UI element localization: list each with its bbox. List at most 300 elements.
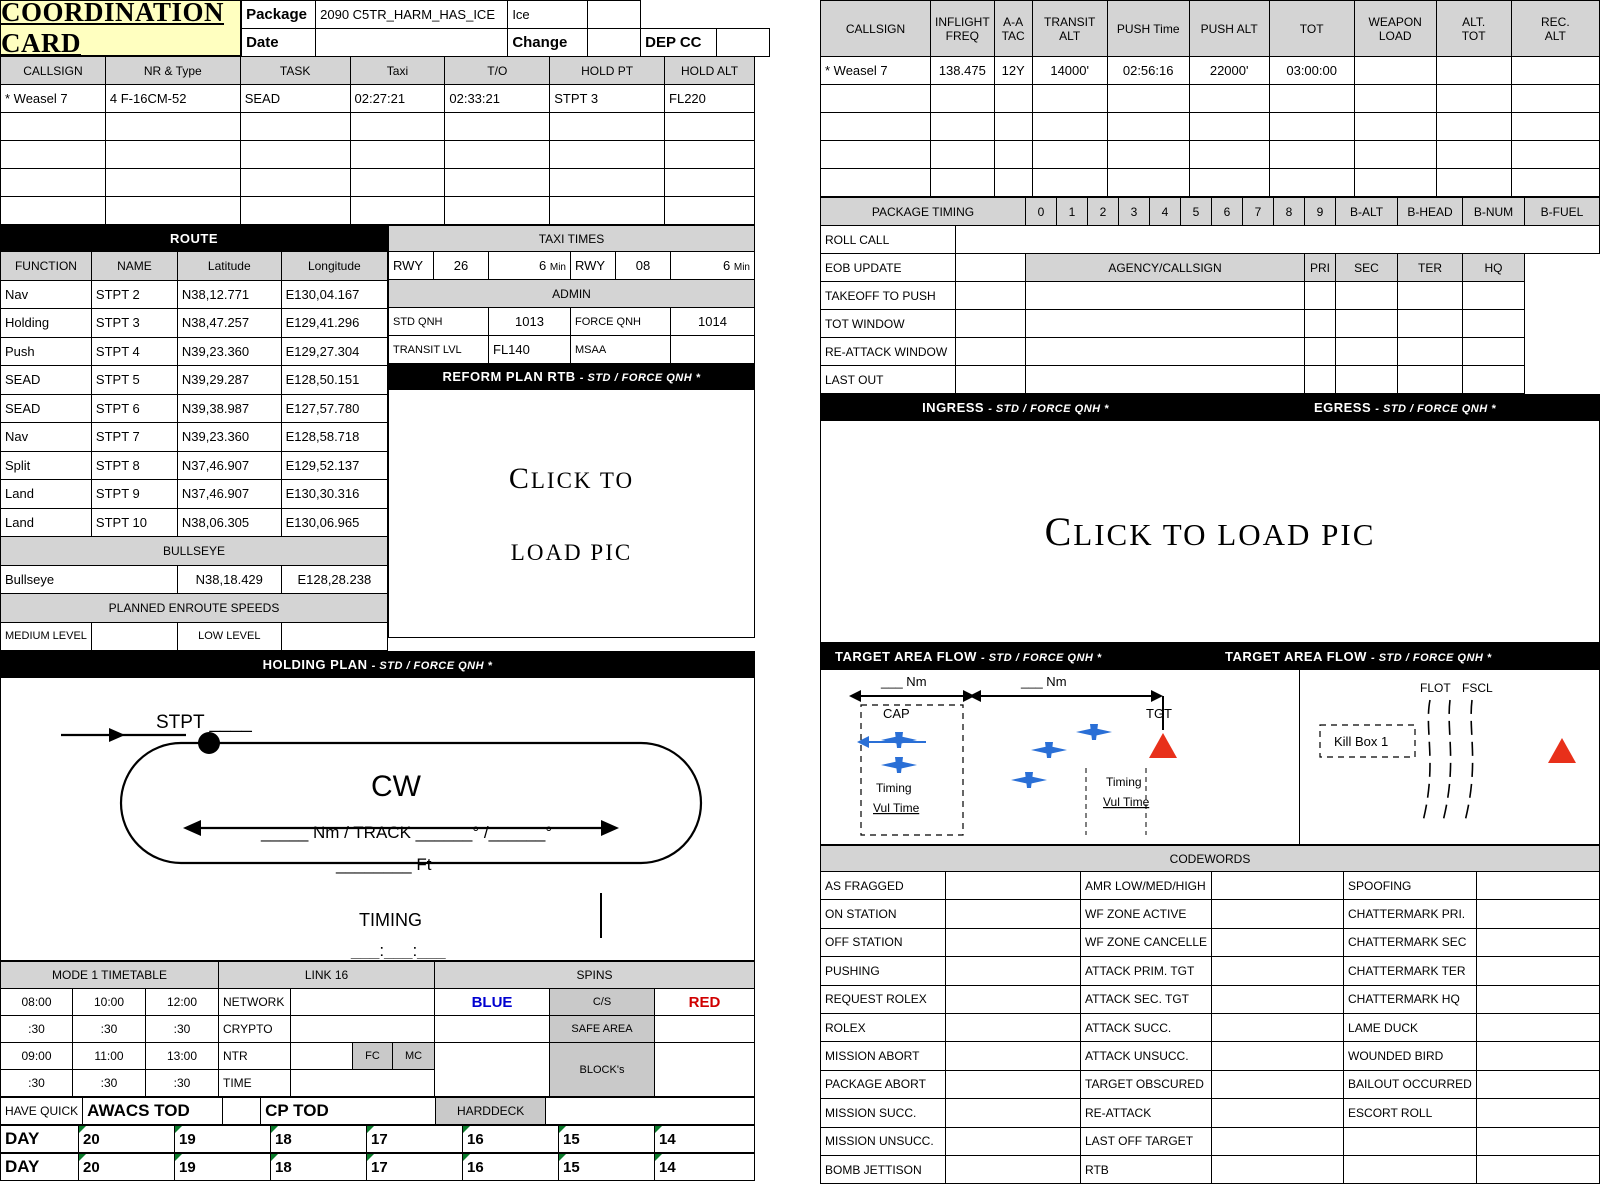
cell-taxi[interactable]: 02:27:21 [350, 85, 445, 113]
codeword-label: ATTACK SEC. TGT [1081, 985, 1212, 1013]
route-name[interactable]: STPT 5 [91, 366, 177, 395]
cell-empty[interactable] [994, 113, 1032, 141]
cell-empty[interactable] [1189, 169, 1269, 197]
cell-weapon-load[interactable] [1354, 57, 1436, 85]
bullseye-lat[interactable]: N38,18.429 [177, 565, 281, 594]
route-lat[interactable]: N38,12.771 [177, 280, 281, 309]
left-panel [0, 0, 770, 1200]
msaa-value[interactable] [671, 336, 755, 364]
cell-empty[interactable] [550, 197, 665, 225]
codeword-row[interactable] [821, 957, 1600, 985]
route-lon[interactable]: E129,41.296 [281, 309, 387, 338]
day-cell[interactable]: 15 [559, 1126, 655, 1153]
codeword-row[interactable] [821, 900, 1600, 928]
table-row[interactable] [1, 141, 755, 169]
cell-task[interactable]: SEAD [240, 85, 350, 113]
direction-label: CW [371, 770, 421, 803]
spins-blocks[interactable]: BLOCK's [550, 1043, 655, 1097]
codeword-value[interactable] [1476, 985, 1599, 1013]
day-label-1: DAY [1, 1126, 79, 1153]
cell-empty[interactable] [931, 85, 995, 113]
table-row[interactable] [821, 169, 1600, 197]
link16-crypto-value[interactable] [291, 1016, 435, 1043]
rwy1-value[interactable]: 26 [434, 252, 489, 280]
codeword-value[interactable] [1212, 1155, 1344, 1183]
cell-empty[interactable] [240, 113, 350, 141]
mode1-cell[interactable]: :30 [146, 1016, 219, 1043]
cell-empty[interactable] [1511, 141, 1599, 169]
cell-empty[interactable] [931, 141, 995, 169]
agency-hq-1[interactable] [1463, 282, 1525, 310]
svg-text:FSCL: FSCL [1462, 681, 1493, 695]
route-lon[interactable]: E130,06.965 [281, 508, 387, 537]
codeword-row[interactable] [821, 1127, 1600, 1155]
codeword-value[interactable] [1212, 1013, 1344, 1041]
pt-num-4: 4 [1150, 198, 1181, 226]
spins-blue-value[interactable] [435, 1016, 550, 1043]
cell-empty[interactable] [105, 141, 240, 169]
cell-empty[interactable] [1032, 113, 1107, 141]
cell-empty[interactable] [1354, 141, 1436, 169]
day-cell[interactable]: 18 [271, 1154, 367, 1181]
codeword-value[interactable] [946, 985, 1081, 1013]
codeword-value[interactable] [1476, 900, 1599, 928]
cell-empty[interactable] [550, 169, 665, 197]
cell-empty[interactable] [665, 113, 755, 141]
cell-empty[interactable] [1269, 141, 1354, 169]
bullseye-row[interactable] [1, 565, 388, 594]
cell-empty[interactable] [1511, 169, 1599, 197]
route-row[interactable] [1, 451, 388, 480]
agency-ter-3[interactable] [1398, 338, 1463, 366]
agency-ter-1[interactable] [1398, 282, 1463, 310]
pt-row-takeoff-push: TAKEOFF TO PUSH [821, 282, 956, 310]
speeds-row[interactable] [1, 622, 388, 651]
day-table-2 [0, 1153, 755, 1181]
codeword-row[interactable] [821, 1013, 1600, 1041]
codeword-value[interactable] [1476, 1013, 1599, 1041]
cell-empty[interactable] [1, 169, 106, 197]
cell-push-alt[interactable]: 22000' [1189, 57, 1269, 85]
package-value[interactable]: 2090 C5TR_HARM_HAS_ICE [316, 1, 508, 29]
cell-empty[interactable] [1436, 113, 1511, 141]
route-function[interactable]: SEAD [1, 394, 92, 423]
link16-mc[interactable]: MC [393, 1043, 435, 1070]
flight-detail-table [820, 0, 1600, 197]
codeword-value[interactable] [1476, 928, 1599, 956]
day-cell[interactable]: 18 [271, 1126, 367, 1153]
bullseye-label[interactable]: Bullseye [1, 565, 178, 594]
day-cell[interactable]: 20 [79, 1126, 175, 1153]
cell-empty[interactable] [994, 141, 1032, 169]
cell-transit-alt[interactable]: 14000' [1032, 57, 1107, 85]
route-row[interactable] [1, 337, 388, 366]
codeword-value[interactable] [1212, 985, 1344, 1013]
table-row[interactable] [1, 169, 755, 197]
cell-empty[interactable] [1436, 169, 1511, 197]
route-function[interactable]: Push [1, 337, 92, 366]
cell-empty[interactable] [1354, 85, 1436, 113]
table-row[interactable] [821, 85, 1600, 113]
cell-empty[interactable] [821, 169, 931, 197]
codeword-row[interactable] [821, 872, 1600, 900]
codeword-label: RE-ATTACK [1081, 1099, 1212, 1127]
route-function[interactable]: Nav [1, 280, 92, 309]
bullseye-lon[interactable]: E128,28.238 [281, 565, 387, 594]
mode1-cell[interactable]: 08:00 [1, 989, 73, 1016]
route-lat[interactable]: N37,46.907 [177, 451, 281, 480]
day-cell[interactable]: 16 [463, 1126, 559, 1153]
date-value[interactable] [316, 29, 508, 57]
agency-ter-4[interactable] [1398, 366, 1463, 394]
mode1-cell[interactable]: :30 [146, 1070, 219, 1097]
agency-pri-4[interactable] [1305, 366, 1336, 394]
agency-ter-2[interactable] [1398, 310, 1463, 338]
codeword-label: SPOOFING [1344, 872, 1477, 900]
cell-empty[interactable] [1032, 141, 1107, 169]
codeword-value[interactable] [1212, 928, 1344, 956]
cell-empty[interactable] [1354, 169, 1436, 197]
cell-empty[interactable] [445, 197, 550, 225]
cell-empty[interactable] [931, 113, 995, 141]
rwy1-min[interactable]: 6 Min [489, 252, 571, 280]
cell-inflight-freq[interactable]: 138.475 [931, 57, 995, 85]
route-function[interactable]: Land [1, 480, 92, 509]
col-nr-type: NR & Type [105, 57, 240, 85]
agency-row-4[interactable] [1026, 366, 1305, 394]
egress-title: EGRESS - STD / FORCE QNH * [1211, 395, 1600, 421]
cell-empty[interactable] [665, 169, 755, 197]
route-lat[interactable]: N39,38.987 [177, 394, 281, 423]
codeword-value[interactable] [1212, 1099, 1344, 1127]
codeword-row[interactable] [821, 928, 1600, 956]
codeword-value[interactable] [1476, 872, 1599, 900]
cell-empty[interactable] [994, 85, 1032, 113]
cell-empty[interactable] [821, 113, 931, 141]
cell-empty[interactable] [105, 169, 240, 197]
route-row[interactable] [1, 394, 388, 423]
cell-empty[interactable] [1107, 85, 1189, 113]
day-cell[interactable]: 16 [463, 1154, 559, 1181]
pt-last-out-value[interactable] [956, 366, 1026, 394]
cell-empty[interactable] [1354, 113, 1436, 141]
col-function: FUNCTION [1, 252, 92, 281]
link16-title: LINK 16 [219, 962, 435, 989]
codeword-row[interactable] [821, 985, 1600, 1013]
day-cell[interactable]: 14 [655, 1126, 755, 1153]
ice-label: Ice [508, 1, 588, 29]
route-name[interactable]: STPT 3 [91, 309, 177, 338]
table-row[interactable] [821, 57, 1600, 85]
day-cell[interactable]: 19 [175, 1126, 271, 1153]
codeword-value[interactable] [946, 1127, 1081, 1155]
cell-empty[interactable] [821, 85, 931, 113]
cell-to[interactable]: 02:33:21 [445, 85, 550, 113]
cell-alt-tot[interactable] [1436, 57, 1511, 85]
mode1-cell[interactable]: :30 [73, 1070, 146, 1097]
spins-safe-area[interactable]: SAFE AREA [550, 1016, 655, 1043]
cell-empty[interactable] [1436, 141, 1511, 169]
spins-red-value2[interactable] [655, 1043, 755, 1097]
route-lat[interactable]: N37,46.907 [177, 480, 281, 509]
codeword-row[interactable] [821, 1070, 1600, 1098]
mode1-cell[interactable]: :30 [1, 1016, 73, 1043]
codeword-value[interactable] [1476, 1127, 1599, 1155]
route-row[interactable] [1, 508, 388, 537]
route-lat[interactable]: N39,23.360 [177, 337, 281, 366]
cell-callsign[interactable]: * Weasel 7 [821, 57, 931, 85]
cell-push-time[interactable]: 02:56:16 [1107, 57, 1189, 85]
codeword-value[interactable] [946, 872, 1081, 900]
route-lon[interactable]: E129,27.304 [281, 337, 387, 366]
link16-fc[interactable]: FC [353, 1043, 393, 1070]
cell-hold-pt[interactable]: STPT 3 [550, 85, 665, 113]
cell-empty[interactable] [1107, 113, 1189, 141]
cell-empty[interactable] [1032, 85, 1107, 113]
cell-empty[interactable] [821, 141, 931, 169]
ice-value[interactable] [588, 1, 641, 29]
day-cell[interactable]: 19 [175, 1154, 271, 1181]
depcc-value[interactable] [717, 29, 770, 57]
col-rec-alt: REC. ALT [1511, 1, 1599, 57]
transit-lvl-value[interactable]: FL140 [489, 336, 571, 364]
reform-plan-pic-placeholder[interactable]: CLICK TO LOAD PIC [388, 390, 755, 638]
ingress-egress-pic-placeholder[interactable]: CLICK TO LOAD PIC [820, 421, 1600, 643]
route-name[interactable]: STPT 4 [91, 337, 177, 366]
cell-nr-type[interactable]: 4 F-16CM-52 [105, 85, 240, 113]
route-row[interactable] [1, 423, 388, 452]
cell-empty[interactable] [1511, 113, 1599, 141]
mode1-cell[interactable]: :30 [1, 1070, 73, 1097]
speeds-title: PLANNED ENROUTE SPEEDS [1, 594, 388, 623]
std-qnh-value[interactable]: 1013 [489, 308, 571, 336]
link16-time-value[interactable] [291, 1070, 435, 1097]
cell-empty[interactable] [1107, 169, 1189, 197]
rwy2-value[interactable]: 08 [616, 252, 671, 280]
cell-empty[interactable] [1436, 85, 1511, 113]
agency-pri-3[interactable] [1305, 338, 1336, 366]
table-row[interactable] [1, 197, 755, 225]
codeword-value[interactable] [1476, 1042, 1599, 1070]
cell-empty[interactable] [445, 169, 550, 197]
cell-empty[interactable] [1269, 85, 1354, 113]
table-row[interactable] [821, 141, 1600, 169]
table-row[interactable] [821, 113, 1600, 141]
cell-empty[interactable] [665, 141, 755, 169]
agency-row-2[interactable] [1026, 310, 1305, 338]
codeword-value[interactable] [1212, 900, 1344, 928]
cp-tod-label: CP TOD [261, 1098, 436, 1125]
cell-empty[interactable] [1269, 113, 1354, 141]
cell-empty[interactable] [350, 197, 445, 225]
col-hold-pt: HOLD PT [550, 57, 665, 85]
cell-empty[interactable] [665, 197, 755, 225]
route-lat[interactable]: N39,23.360 [177, 423, 281, 452]
change-value[interactable] [588, 29, 641, 57]
agency-hq-4[interactable] [1463, 366, 1525, 394]
day-cell[interactable]: 20 [79, 1154, 175, 1181]
agency-pri-1[interactable] [1305, 282, 1336, 310]
codeword-row[interactable] [821, 1155, 1600, 1183]
cell-empty[interactable] [1, 197, 106, 225]
codeword-value[interactable] [946, 1042, 1081, 1070]
mode1-cell[interactable]: :30 [73, 1016, 146, 1043]
codeword-row[interactable] [821, 1042, 1600, 1070]
agency-sec-3[interactable] [1336, 338, 1398, 366]
codeword-value[interactable] [946, 928, 1081, 956]
cell-empty[interactable] [1, 113, 106, 141]
cell-empty[interactable] [240, 141, 350, 169]
pt-takeoff-value[interactable] [956, 282, 1026, 310]
pt-reattack-value[interactable] [956, 338, 1026, 366]
codeword-value[interactable] [946, 900, 1081, 928]
codeword-label: MISSION ABORT [821, 1042, 946, 1070]
cell-aa-tac[interactable]: 12Y [994, 57, 1032, 85]
cell-empty[interactable] [1189, 85, 1269, 113]
mode1-cell[interactable]: 12:00 [146, 989, 219, 1016]
cell-empty[interactable] [931, 169, 995, 197]
route-lon[interactable]: E130,30.316 [281, 480, 387, 509]
spins-red-value[interactable] [655, 1016, 755, 1043]
codeword-value[interactable] [946, 1013, 1081, 1041]
cell-empty[interactable] [350, 141, 445, 169]
day-cell[interactable]: 14 [655, 1154, 755, 1181]
low-level-value[interactable] [281, 622, 387, 651]
codeword-row[interactable] [821, 1099, 1600, 1127]
route-lat[interactable]: N38,06.305 [177, 508, 281, 537]
route-name[interactable]: STPT 6 [91, 394, 177, 423]
harddeck-value[interactable] [546, 1098, 755, 1125]
route-lon[interactable]: E128,58.718 [281, 423, 387, 452]
route-lon[interactable]: E128,50.151 [281, 366, 387, 395]
cell-empty[interactable] [1, 141, 106, 169]
rwy2-min[interactable]: 6 Min [671, 252, 755, 280]
cell-empty[interactable] [1107, 141, 1189, 169]
cell-empty[interactable] [240, 169, 350, 197]
pt-eob-value[interactable] [956, 254, 1026, 282]
cell-empty[interactable] [1189, 141, 1269, 169]
cell-empty[interactable] [550, 141, 665, 169]
rwy2-label: RWY [571, 252, 616, 280]
route-name[interactable]: STPT 9 [91, 480, 177, 509]
agency-pri-2[interactable] [1305, 310, 1336, 338]
cell-empty[interactable] [1511, 85, 1599, 113]
link16-network-value[interactable] [291, 989, 435, 1016]
agency-sec-1[interactable] [1336, 282, 1398, 310]
cell-empty[interactable] [994, 169, 1032, 197]
route-name[interactable]: STPT 2 [91, 280, 177, 309]
cell-hold-alt[interactable]: FL220 [665, 85, 755, 113]
mode1-cell[interactable]: 09:00 [1, 1043, 73, 1070]
table-row[interactable] [1, 85, 755, 113]
codeword-value[interactable] [946, 1155, 1081, 1183]
cell-rec-alt[interactable] [1511, 57, 1599, 85]
agency-row-3[interactable] [1026, 338, 1305, 366]
link16-ntr-value[interactable] [291, 1043, 353, 1070]
cell-empty[interactable] [1269, 169, 1354, 197]
day-cell[interactable]: 17 [367, 1126, 463, 1153]
cell-empty[interactable] [550, 113, 665, 141]
codeword-value[interactable] [1476, 957, 1599, 985]
agency-sec-4[interactable] [1336, 366, 1398, 394]
svg-text:___ Nm: ___ Nm [1021, 674, 1067, 689]
route-function[interactable]: SEAD [1, 366, 92, 395]
codeword-value[interactable] [1212, 872, 1344, 900]
route-lon[interactable]: E127,57.780 [281, 394, 387, 423]
codeword-value[interactable] [1476, 1070, 1599, 1098]
route-row[interactable] [1, 366, 388, 395]
route-lon[interactable]: E129,52.137 [281, 451, 387, 480]
codeword-value[interactable] [946, 1099, 1081, 1127]
table-row[interactable] [1, 113, 755, 141]
cell-empty[interactable] [350, 113, 445, 141]
spins-cs[interactable]: C/S [550, 989, 655, 1016]
route-lat[interactable]: N38,47.257 [177, 309, 281, 338]
agency-hq-3[interactable] [1463, 338, 1525, 366]
codeword-value[interactable] [946, 1070, 1081, 1098]
route-function[interactable]: Split [1, 451, 92, 480]
route-function[interactable]: Nav [1, 423, 92, 452]
codeword-value[interactable] [1476, 1155, 1599, 1183]
codeword-value[interactable] [1476, 1099, 1599, 1127]
route-name[interactable]: STPT 8 [91, 451, 177, 480]
cell-empty[interactable] [445, 141, 550, 169]
cell-empty[interactable] [105, 197, 240, 225]
awacs-tod-value[interactable] [223, 1098, 261, 1125]
agency-hq-2[interactable] [1463, 310, 1525, 338]
codeword-value[interactable] [1212, 1127, 1344, 1155]
cell-empty[interactable] [240, 197, 350, 225]
pt-tot-window-value[interactable] [956, 310, 1026, 338]
day-cell[interactable]: 17 [367, 1154, 463, 1181]
mode1-cell[interactable]: 13:00 [146, 1043, 219, 1070]
route-lon[interactable]: E130,04.167 [281, 280, 387, 309]
route-row[interactable] [1, 309, 388, 338]
cell-tot[interactable]: 03:00:00 [1269, 57, 1354, 85]
codeword-value[interactable] [946, 957, 1081, 985]
force-qnh-value[interactable]: 1014 [671, 308, 755, 336]
route-row[interactable] [1, 280, 388, 309]
codeword-label: ATTACK PRIM. TGT [1081, 957, 1212, 985]
agency-sec-2[interactable] [1336, 310, 1398, 338]
cell-empty[interactable] [1032, 169, 1107, 197]
pt-num-8: 8 [1274, 198, 1305, 226]
cell-callsign[interactable]: * Weasel 7 [1, 85, 106, 113]
svg-text:TGT: TGT [1146, 706, 1172, 721]
pt-row-roll-call-value[interactable] [956, 226, 1600, 254]
agency-row-1[interactable] [1026, 282, 1305, 310]
route-name[interactable]: STPT 10 [91, 508, 177, 537]
route-function[interactable]: Land [1, 508, 92, 537]
route-lat[interactable]: N39,29.287 [177, 366, 281, 395]
mode1-cell[interactable]: 10:00 [73, 989, 146, 1016]
cell-empty[interactable] [445, 113, 550, 141]
route-name[interactable]: STPT 7 [91, 423, 177, 452]
link16-ntr-label: NTR [219, 1043, 291, 1070]
mode1-cell[interactable]: 11:00 [73, 1043, 146, 1070]
route-function[interactable]: Holding [1, 309, 92, 338]
route-row[interactable] [1, 480, 388, 509]
spins-blue-value2[interactable] [435, 1043, 550, 1097]
day-cell[interactable]: 15 [559, 1154, 655, 1181]
codeword-value[interactable] [1212, 957, 1344, 985]
codeword-value[interactable] [1212, 1070, 1344, 1098]
codeword-value[interactable] [1212, 1042, 1344, 1070]
cell-empty[interactable] [1189, 113, 1269, 141]
medium-level-value[interactable] [91, 622, 177, 651]
cell-empty[interactable] [105, 113, 240, 141]
cell-empty[interactable] [350, 169, 445, 197]
